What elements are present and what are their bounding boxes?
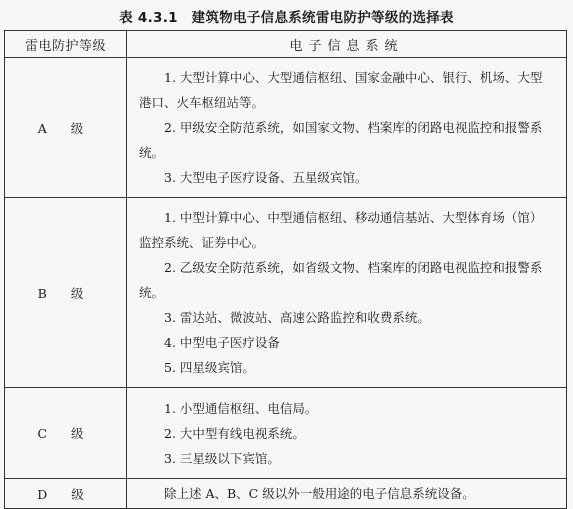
system-item: 1. 小型通信枢纽、电信局。 [164,400,318,416]
table-row-b [5,198,567,388]
table-row-c [5,388,567,479]
protection-level-table [4,30,567,509]
system-item: 5. 四星级宾馆。 [164,360,255,375]
level-label: C 级 [37,426,94,441]
level-cell [5,388,127,479]
system-item: 2. 大中型有线电视系统。 [164,425,305,441]
system-item: 2. 甲级安全防范系统，如国家文物、档案库的闭路电视监控和报警系统。 [139,120,543,160]
header-systems: 电子信息系统 [127,31,567,58]
level-cell [5,58,127,198]
table-row-a [5,58,567,198]
level-cell [5,198,127,388]
system-item: 2. 乙级安全防范系统，如省级文物、档案库的闭路电视监控和报警系统。 [139,260,543,300]
system-item: 除上述 A、B、C 级以外一般用途的电子信息系统设备。 [164,486,475,501]
table-row-d [5,479,567,509]
level-label: A 级 [37,120,94,136]
system-item: 1. 大型计算中心、大型通信枢纽、国家金融中心、银行、机场、大型港口、火车枢纽站等。 [139,70,543,110]
table-caption: 表 4.3.1 建筑物电子信息系统雷电防护等级的选择表 [119,10,454,26]
system-item: 1. 中型计算中心、中型通信枢纽、移动通信基站、大型体育场（馆）监控系统、证券中心。 [139,210,543,250]
system-item: 4. 中型电子医疗设备 [164,335,280,350]
systems-cell [127,198,567,388]
level-label: D 级 [37,486,94,502]
systems-cell [127,388,567,479]
level-label: B 级 [37,285,94,301]
system-item: 3. 三星级以下宾馆。 [164,450,280,466]
table-header-row [5,31,567,58]
level-cell [5,479,127,509]
system-item: 3. 雷达站、微波站、高速公路监控和收费系统。 [164,310,430,325]
header-level: 雷电防护等级 [5,31,127,58]
systems-cell [127,479,567,509]
systems-cell [127,58,567,198]
system-item: 3. 大型电子医疗设备、五星级宾馆。 [164,170,368,185]
